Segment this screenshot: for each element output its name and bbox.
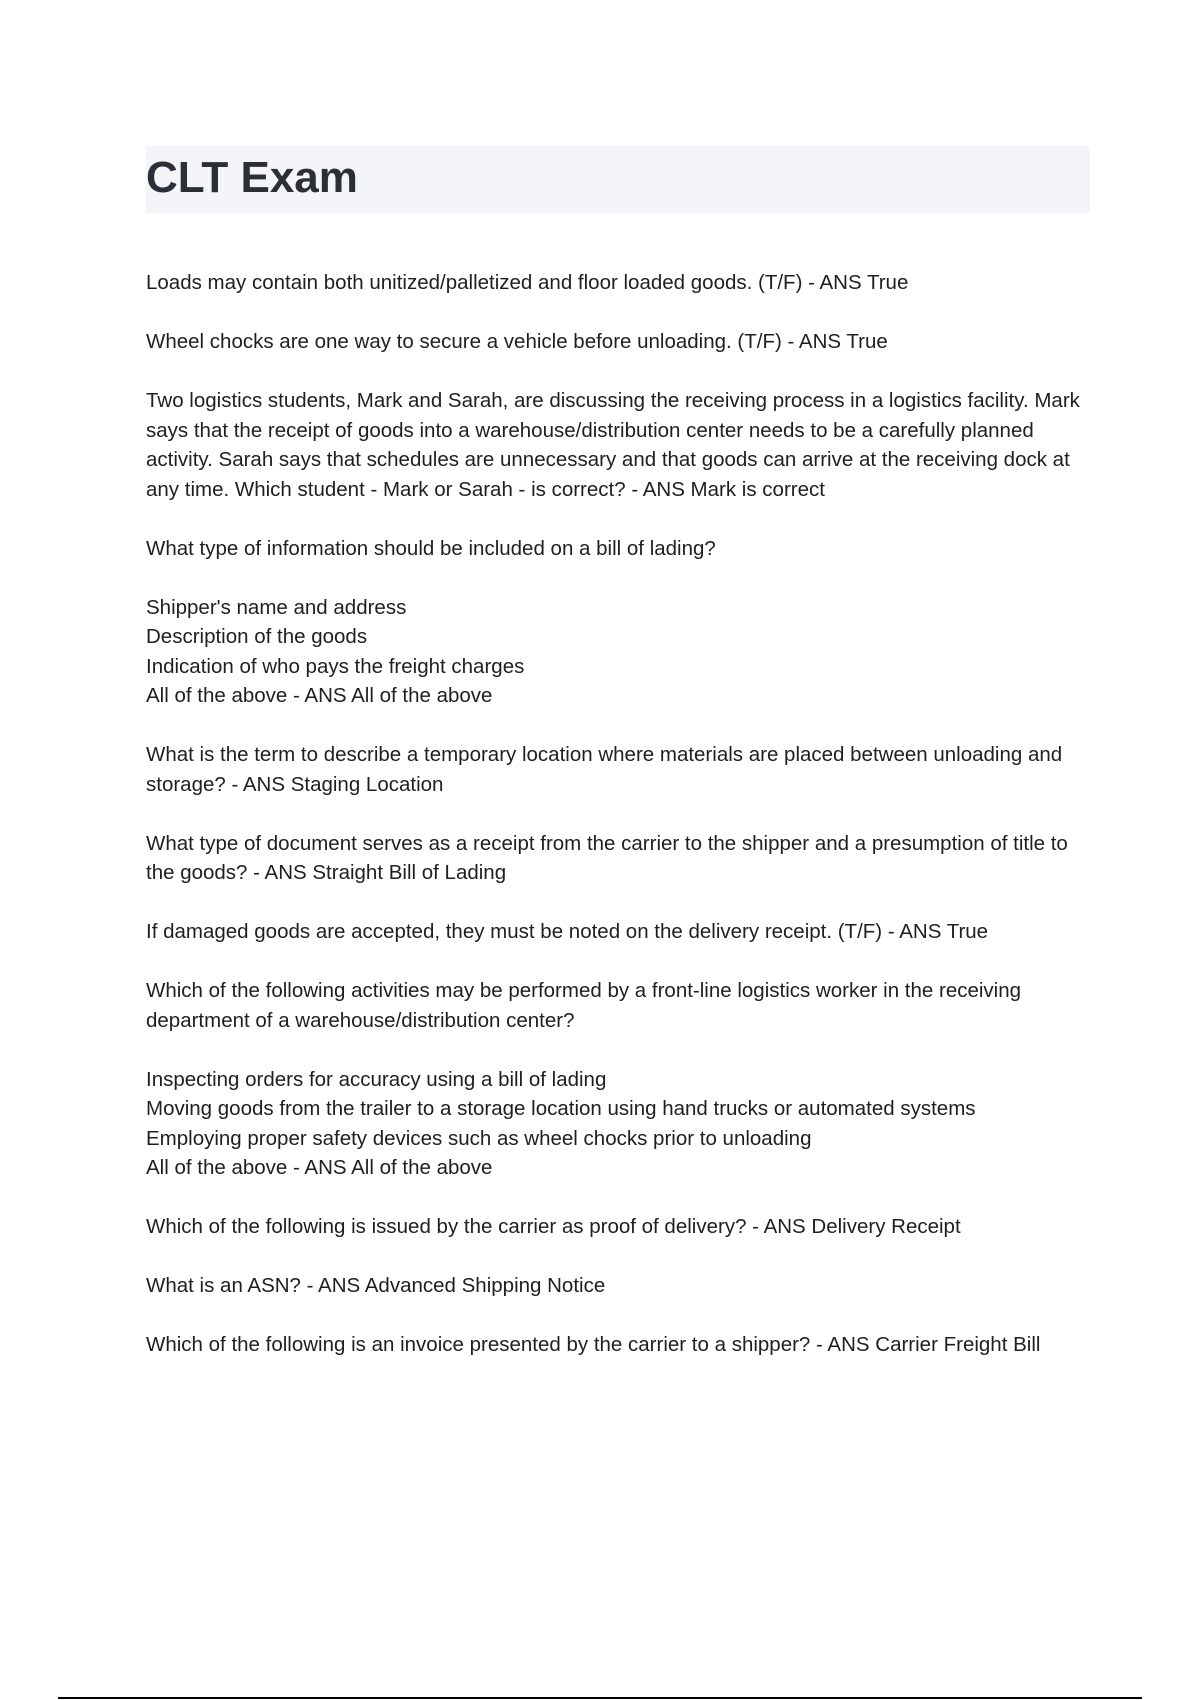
question-6: What type of document serves as a receipt from the carrier to the shipper and a presumption of title to the goods? - ANS Straight Bill of Lading: [146, 831, 1068, 884]
question-8: Which of the following activities may be performed by a front-line logistics worker in the receiving department of a warehouse/distribution center?: [146, 979, 1022, 1032]
question-11: Which of the following is an invoice presented by the carrier to a shipper? - ANS Carrier Freight Bill: [146, 1333, 1041, 1356]
question-3: Two logistics students, Mark and Sarah, are discussing the receiving process in a logistics facility. Mark says that the receipt of goods into a warehouse/distribution center needs to be a carefully planned activity. Sarah says that schedules are unnecessary and that goods can arrive at the receiving dock at any time. Which student - Mark or Sarah - is correct? - ANS Mark is correct: [146, 389, 1080, 501]
question-8-options: Inspecting orders for accuracy using a bill of lading Moving goods from the trailer to a storage location using hand trucks or automated systems Employing proper safety devices such as wheel chocks prior to unloading All of the above - ANS All of the above: [146, 1067, 976, 1179]
question-1: Loads may contain both unitized/palletized and floor loaded goods. (T/F) - ANS True: [146, 271, 909, 294]
question-7: If damaged goods are accepted, they must be noted on the delivery receipt. (T/F) - ANS True: [146, 920, 989, 943]
question-5: What is the term to describe a temporary location where materials are placed between unloading and storage? - ANS Staging Location: [146, 743, 1063, 796]
question-9: Which of the following is issued by the carrier as proof of delivery? - ANS Delivery Receipt: [146, 1215, 961, 1238]
question-4-options: Shipper's name and address Description of the goods Indication of who pays the freight charges All of the above - ANS All of the above: [146, 595, 525, 707]
document-title: CLT Exam: [146, 153, 358, 202]
bottom-divider: [58, 1697, 1142, 1699]
question-list: [146, 268, 1094, 1389]
question-10: What is an ASN? - ANS Advanced Shipping Notice: [146, 1274, 606, 1297]
question-4: What type of information should be included on a bill of lading?: [146, 536, 716, 560]
question-2: Wheel chocks are one way to secure a vehicle before unloading. (T/F) - ANS True: [146, 330, 888, 353]
title-banner: [146, 146, 1090, 213]
